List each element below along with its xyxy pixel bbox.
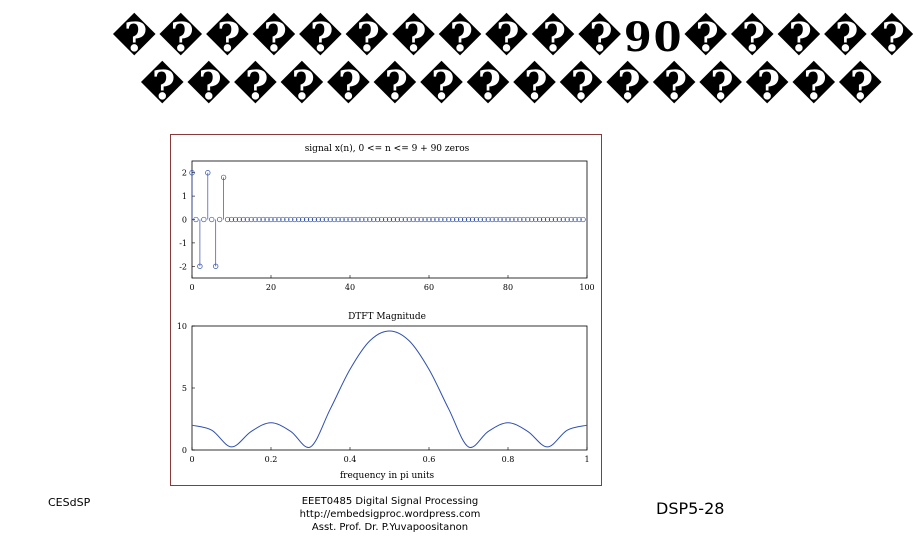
plot2-ytick-label: 0 xyxy=(181,446,187,455)
slide-title-line-1: �����������90����� xyxy=(112,14,917,61)
slide-number: DSP5-28 xyxy=(656,499,725,518)
footer-course-code: CESdSP xyxy=(48,496,91,509)
plot1-xtick-label: 80 xyxy=(502,283,514,292)
footer-course-url: http://embedsigproc.wordpress.com xyxy=(299,509,481,520)
footer-course-info xyxy=(270,495,510,534)
stem-marker xyxy=(202,217,207,222)
plot2-xtick-label: 0.6 xyxy=(422,455,436,464)
plot1-xtick-label: 100 xyxy=(579,283,595,292)
footer-course-name: EEET0485 Digital Signal Processing xyxy=(301,496,479,507)
plot2-xlabel: frequency in pi units xyxy=(339,471,435,481)
footer-instructor: Asst. Prof. Dr. P.Yuvapoositanon xyxy=(311,522,469,533)
magnitude-curve xyxy=(192,331,587,448)
plot1-ytick-label: 1 xyxy=(181,192,187,202)
plot1-xtick-label: 40 xyxy=(344,283,356,292)
plot1-xtick-label: 20 xyxy=(265,283,277,292)
plot1-ytick-label: 0 xyxy=(181,215,187,225)
stem-marker xyxy=(209,217,214,222)
plot1-title: signal x(n), 0 <= n <= 9 + 90 zeros xyxy=(304,144,470,154)
plot1-ytick-label: -2 xyxy=(179,262,187,272)
slide-title-line-2: ���������������� xyxy=(140,62,885,109)
plot2-xtick-label: 1 xyxy=(584,455,590,464)
plot1-ytick-label: 2 xyxy=(181,168,187,178)
figure-window xyxy=(170,134,602,486)
plot2-ytick-label: 5 xyxy=(181,384,187,393)
plot1-ytick-label: -1 xyxy=(179,238,187,248)
plot1-xtick-label: 0 xyxy=(189,283,195,292)
plot2-xtick-label: 0.4 xyxy=(343,455,357,464)
stem-plot xyxy=(179,143,594,292)
plot2-xtick-label: 0.8 xyxy=(501,455,515,464)
plot1-xtick-label: 60 xyxy=(423,283,435,292)
plot2-xtick-label: 0.2 xyxy=(264,455,278,464)
plot1-grid xyxy=(192,173,587,278)
magnitude-plot xyxy=(177,312,590,481)
plot1-axes-box xyxy=(192,161,587,278)
plot2-ytick-label: 10 xyxy=(176,322,187,331)
plot1-stems xyxy=(190,170,586,268)
plot2-title: DTFT Magnitude xyxy=(348,312,426,322)
stem-marker xyxy=(217,217,222,222)
plot2-xtick-label: 0 xyxy=(189,455,195,464)
plot1-ticks xyxy=(179,169,594,292)
matlab-figure xyxy=(171,135,601,485)
